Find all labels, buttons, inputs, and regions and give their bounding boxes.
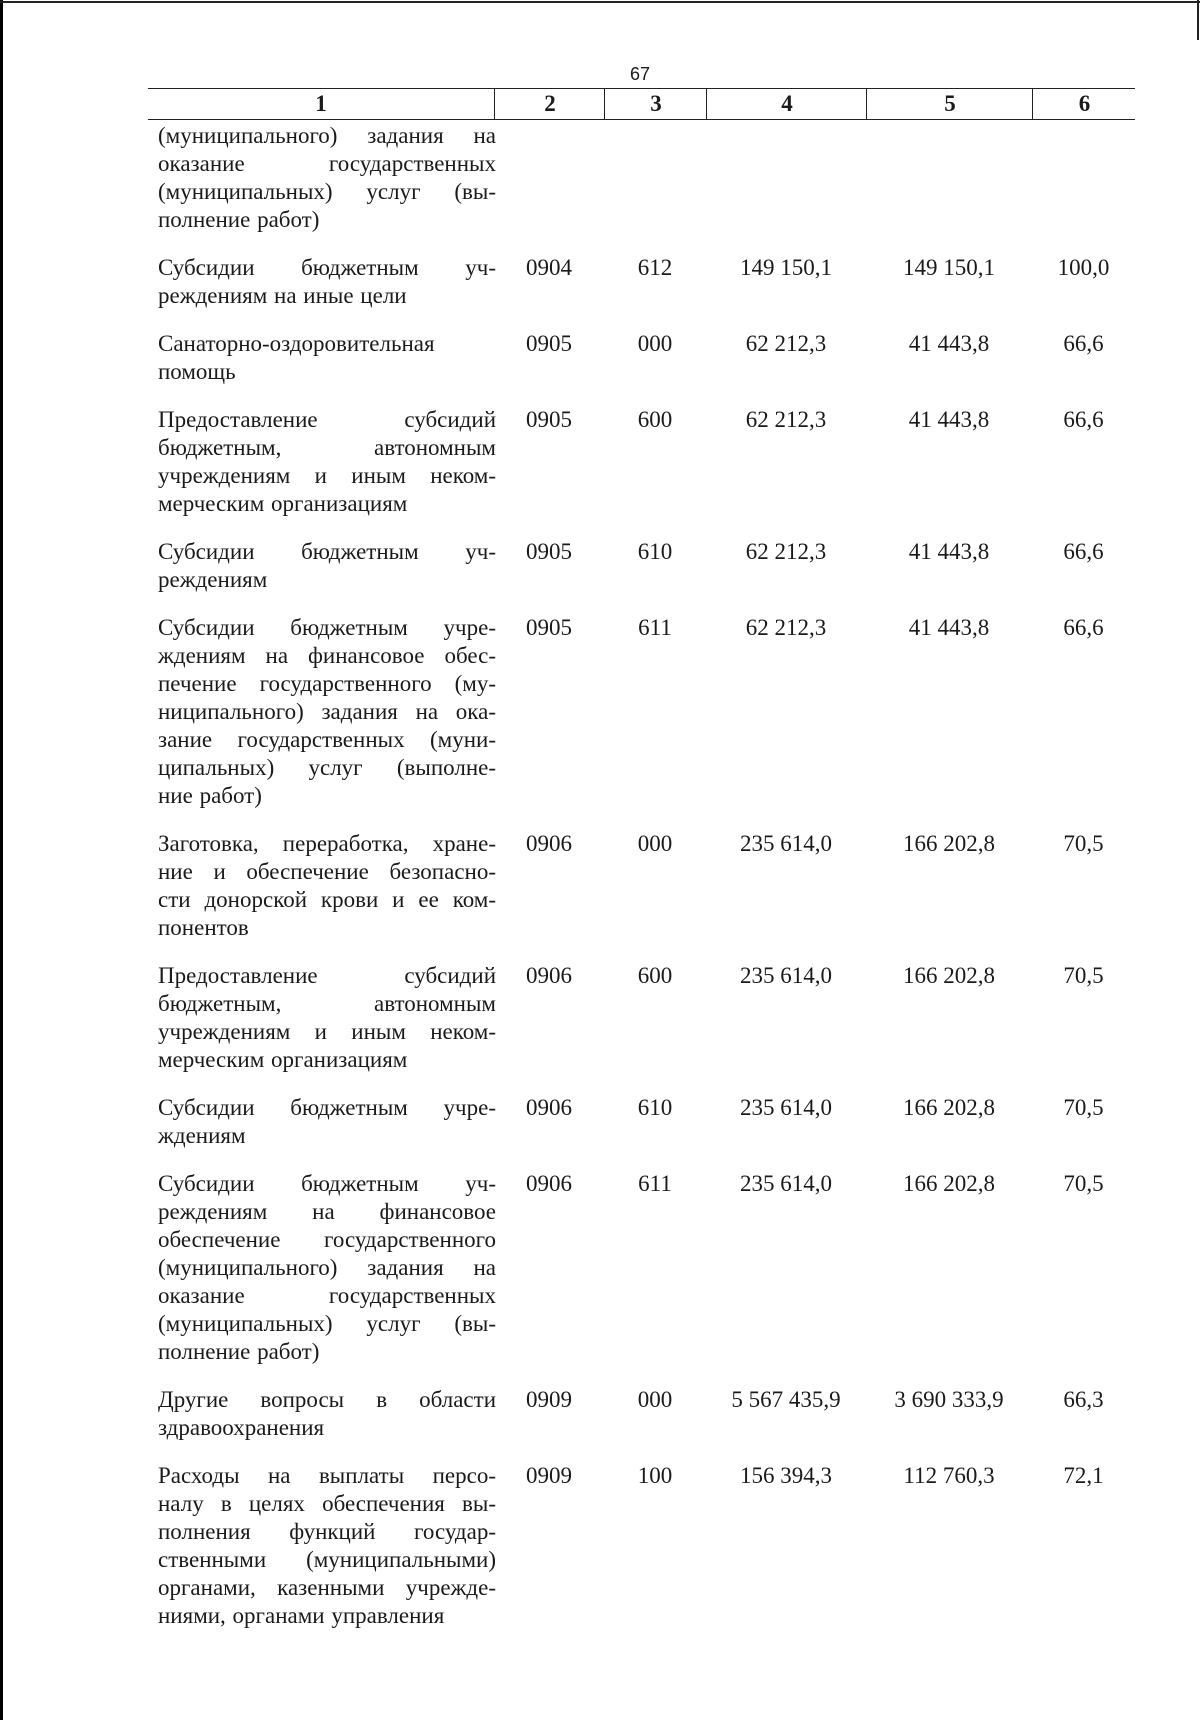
row-description <box>158 1094 496 1150</box>
description-line: помощь <box>158 359 236 384</box>
page-number: 67 <box>630 64 651 84</box>
description-line: Расходы на выплаты персо- <box>158 1463 496 1488</box>
row-planned-amount: 156 394,3 <box>740 1463 832 1488</box>
row-actual-amount: 149 150,1 <box>903 255 995 280</box>
description-line: мерческим организациям <box>158 491 408 516</box>
description-line: полнение работ) <box>158 207 320 232</box>
description-line: ждениям на финансовое обес- <box>158 643 496 668</box>
row-section-code: 0906 <box>526 831 572 856</box>
table-row <box>148 830 1135 942</box>
header-col-4: 4 <box>706 89 867 119</box>
table-row <box>148 538 1135 594</box>
table-row <box>148 254 1135 310</box>
row-percent: 66,6 <box>1063 615 1104 640</box>
description-line: ние и обеспечение безопасно- <box>158 859 496 884</box>
row-description <box>158 830 496 942</box>
table-row <box>148 330 1135 386</box>
row-actual-amount: 41 443,8 <box>908 615 990 640</box>
row-actual-amount: 166 202,8 <box>903 1095 995 1120</box>
description-line: печение государственного (му- <box>158 671 496 696</box>
table-body <box>148 122 1135 1650</box>
table-header <box>148 88 1135 120</box>
description-line: учреждениям и иным неком- <box>158 1019 496 1044</box>
description-line: налу в целях обеспечения вы- <box>158 1491 496 1516</box>
description-line: (муниципальных) услуг (вы- <box>158 179 496 204</box>
header-col-3: 3 <box>604 89 707 119</box>
row-description <box>158 1462 496 1630</box>
row-planned-amount: 149 150,1 <box>740 255 832 280</box>
row-section-code: 0905 <box>526 407 572 432</box>
row-section-code: 0905 <box>526 331 572 356</box>
row-percent: 70,5 <box>1063 831 1104 856</box>
description-line: Субсидии бюджетным учре- <box>158 1095 496 1120</box>
description-line: ние работ) <box>158 783 262 808</box>
description-line: оказание государственных <box>158 151 496 176</box>
description-line: ниями, органами управления <box>158 1603 445 1628</box>
row-expense-type: 610 <box>637 539 673 564</box>
description-line: понентов <box>158 915 249 940</box>
description-line: Субсидии бюджетным учре- <box>158 615 496 640</box>
description-line: Предоставление субсидий <box>158 963 496 988</box>
description-line: (муниципального) задания на <box>158 123 496 148</box>
description-line: Субсидии бюджетным уч- <box>158 539 496 564</box>
row-expense-type: 610 <box>637 1095 673 1120</box>
description-line: зание государственных (муни- <box>158 727 496 752</box>
row-description <box>158 330 496 386</box>
description-line: оказание государственных <box>158 1283 496 1308</box>
row-description <box>158 1386 496 1442</box>
row-section-code: 0905 <box>526 539 572 564</box>
row-percent: 66,6 <box>1063 331 1104 356</box>
row-percent: 100,0 <box>1057 255 1110 280</box>
row-percent: 70,5 <box>1063 1095 1104 1120</box>
table-row <box>148 1462 1135 1630</box>
description-line: ниципального) задания на ока- <box>158 699 496 724</box>
row-actual-amount: 41 443,8 <box>908 407 990 432</box>
description-line: полнение работ) <box>158 1339 320 1364</box>
row-description <box>158 406 496 518</box>
description-line: обеспечение государственного <box>158 1227 496 1252</box>
row-description <box>158 962 496 1074</box>
row-percent: 66,6 <box>1063 539 1104 564</box>
description-line: сти донорской крови и ее ком- <box>158 887 496 912</box>
row-expense-type: 000 <box>637 331 673 356</box>
row-percent: 66,6 <box>1063 407 1104 432</box>
row-expense-type: 612 <box>637 255 673 280</box>
row-planned-amount: 5 567 435,9 <box>731 1387 841 1412</box>
description-line: мерческим организациям <box>158 1047 408 1072</box>
row-expense-type: 000 <box>637 831 673 856</box>
description-line: бюджетным, автономным <box>158 991 496 1016</box>
row-planned-amount: 62 212,3 <box>745 615 827 640</box>
description-line: органами, казенными учрежде- <box>158 1575 496 1600</box>
row-description <box>158 538 496 594</box>
table-row <box>148 406 1135 518</box>
description-line: бюджетным, автономным <box>158 435 496 460</box>
description-line: ждениям <box>158 1123 246 1148</box>
header-col-2: 2 <box>494 89 605 119</box>
row-actual-amount: 166 202,8 <box>903 963 995 988</box>
row-percent: 72,1 <box>1063 1463 1104 1488</box>
row-planned-amount: 62 212,3 <box>745 539 827 564</box>
row-section-code: 0909 <box>526 1463 572 1488</box>
row-section-code: 0906 <box>526 963 572 988</box>
row-expense-type: 600 <box>637 407 673 432</box>
row-planned-amount: 62 212,3 <box>745 407 827 432</box>
description-line: Предоставление субсидий <box>158 407 496 432</box>
row-description <box>158 1170 496 1366</box>
description-line: реждениям на финансовое <box>158 1199 496 1224</box>
row-actual-amount: 112 760,3 <box>903 1463 995 1488</box>
row-expense-type: 611 <box>638 1171 672 1196</box>
row-actual-amount: 166 202,8 <box>903 831 995 856</box>
row-planned-amount: 235 614,0 <box>740 963 832 988</box>
description-line: полнения функций государ- <box>158 1519 496 1544</box>
description-line: учреждениям и иным неком- <box>158 463 496 488</box>
description-line: Субсидии бюджетным уч- <box>158 255 496 280</box>
description-line: ципальных) услуг (выполне- <box>158 755 496 780</box>
row-section-code: 0905 <box>526 615 572 640</box>
table-row <box>148 614 1135 810</box>
table-row <box>148 1386 1135 1442</box>
table-row <box>148 1094 1135 1150</box>
description-line: реждениям <box>158 567 268 592</box>
row-expense-type: 600 <box>637 963 673 988</box>
row-section-code: 0904 <box>526 255 572 280</box>
description-line: Заготовка, переработка, хране- <box>158 831 496 856</box>
description-line: Санаторно-оздоровительная <box>158 331 435 356</box>
row-actual-amount: 3 690 333,9 <box>894 1387 1004 1412</box>
header-col-5: 5 <box>866 89 1033 119</box>
description-line: (муниципального) задания на <box>158 1255 496 1280</box>
description-line: Другие вопросы в области <box>158 1387 496 1412</box>
row-description <box>158 254 496 310</box>
description-line: ственными (муниципальными) <box>158 1547 496 1572</box>
table-row <box>148 962 1135 1074</box>
table-row <box>148 122 1135 234</box>
description-line: (муниципальных) услуг (вы- <box>158 1311 496 1336</box>
row-description <box>158 122 496 234</box>
description-line: здравоохранения <box>158 1415 325 1440</box>
row-percent: 70,5 <box>1063 1171 1104 1196</box>
row-percent: 66,3 <box>1063 1387 1104 1412</box>
row-actual-amount: 166 202,8 <box>903 1171 995 1196</box>
description-line: Субсидии бюджетным уч- <box>158 1171 496 1196</box>
row-planned-amount: 235 614,0 <box>740 1171 832 1196</box>
header-col-6: 6 <box>1032 89 1136 119</box>
row-section-code: 0909 <box>526 1387 572 1412</box>
table-row <box>148 1170 1135 1366</box>
row-expense-type: 100 <box>637 1463 673 1488</box>
row-actual-amount: 41 443,8 <box>908 539 990 564</box>
row-percent: 70,5 <box>1063 963 1104 988</box>
row-actual-amount: 41 443,8 <box>908 331 990 356</box>
row-expense-type: 611 <box>638 615 672 640</box>
header-col-1: 1 <box>315 91 327 116</box>
row-planned-amount: 62 212,3 <box>745 331 827 356</box>
row-planned-amount: 235 614,0 <box>740 1095 832 1120</box>
row-section-code: 0906 <box>526 1095 572 1120</box>
row-planned-amount: 235 614,0 <box>740 831 832 856</box>
row-expense-type: 000 <box>637 1387 673 1412</box>
row-section-code: 0906 <box>526 1171 572 1196</box>
description-line: реждениям на иные цели <box>158 283 407 308</box>
row-description <box>158 614 496 810</box>
